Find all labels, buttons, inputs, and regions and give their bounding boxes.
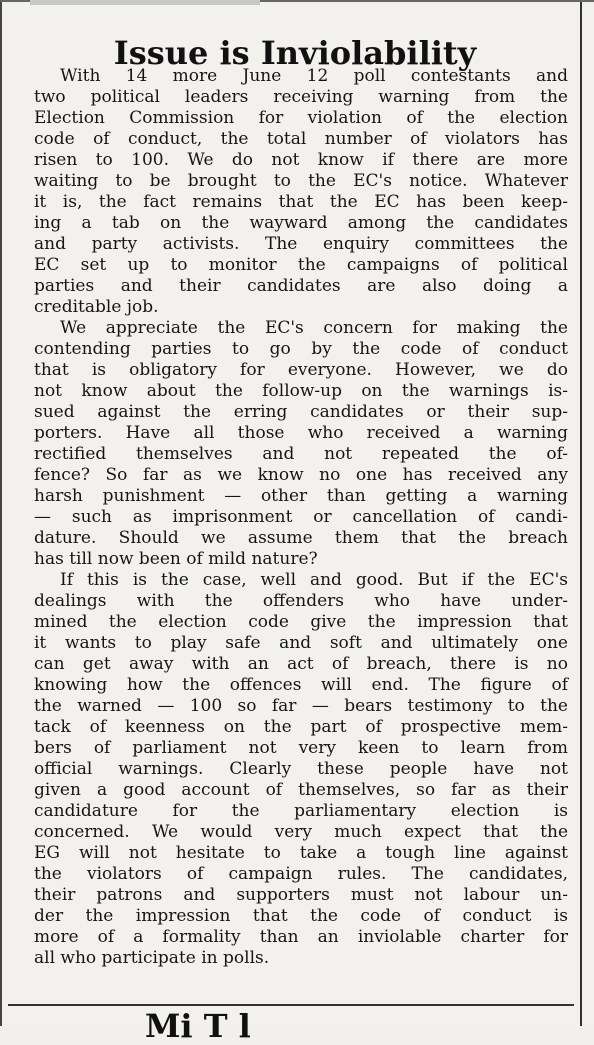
paragraph-3-line-13: concerned. We would very much expect that the [34,822,568,842]
paragraph-3-line-7: the warned — 100 so far — bears testimony to the [34,696,568,716]
paragraph-1-line-6: waiting to be brought to the EC's notice. Whatever [34,171,568,191]
paragraph-3-line-9: bers of parliament not very keen to learn from [34,738,568,758]
paragraph-3-line-8: tack of keenness on the part of prospective mem- [34,717,568,737]
paragraph-3-line-11: given a good account of themselves, so far as their [34,780,568,800]
paragraph-3-line-16: their patrons and supporters must not labour un- [34,885,568,905]
paragraph-2-line-1: We appreciate the EC's concern for making the [60,318,568,338]
paragraph-3-line-6: knowing how the offences will end. The figure of [34,675,568,695]
paragraph-3-line-12: candidature for the parliamentary election is [34,801,568,821]
paragraph-1-line-9: and party activists. The enquiry committees the [34,234,568,254]
right-border [580,0,582,1026]
paragraph-2-line-6: porters. Have all those who received a warning [34,423,568,443]
paragraph-3-line-1: If this is the case, well and good. But if the EC's [60,570,568,590]
paragraph-1-line-3: Election Commission for violation of the election [34,108,568,128]
paragraph-3-line-18: more of a formality than an inviolable charter for [34,927,568,947]
paragraph-1-line-1: With 14 more June 12 poll contestants and [60,66,568,86]
next-article-headline-fragment: Mi T l [145,1007,251,1045]
paragraph-3-line-15: the violators of campaign rules. The candidates, [34,864,568,884]
paragraph-1-line-2: two political leaders receiving warning from the [34,87,568,107]
paragraph-3-line-4: it wants to play safe and soft and ultimately one [34,633,568,653]
paragraph-3-line-14: EG will not hesitate to take a tough line against [34,843,568,863]
paragraph-2-line-10: — such as imprisonment or cancellation of candi- [34,507,568,527]
paragraph-2-line-5: sued against the erring candidates or their sup- [34,402,568,422]
paragraph-2-line-2: contending parties to go by the code of conduct [34,339,568,359]
top-clipping-remnant [30,0,260,5]
paragraph-1-line-12: creditable job. [34,297,159,317]
paragraph-3-line-5: can get away with an act of breach, there is no [34,654,568,674]
article-body [34,66,568,969]
paragraph-3-line-10: official warnings. Clearly these people have not [34,759,568,779]
paragraph-3-line-3: mined the election code give the impression that [34,612,568,632]
paragraph-2-line-11: dature. Should we assume them that the breach [34,528,568,548]
paragraph-3-line-17: der the impression that the code of conduct is [34,906,568,926]
paragraph-3-line-2: dealings with the offenders who have under- [34,591,568,611]
paragraph-2-line-4: not know about the follow-up on the warnings is- [34,381,568,401]
paragraph-1-line-5: risen to 100. We do not know if there are more [34,150,568,170]
paragraph-1-line-10: EC set up to monitor the campaigns of political [34,255,568,275]
paragraph-1 [34,66,568,318]
paragraph-1-line-7: it is, the fact remains that the EC has been keep- [34,192,568,212]
paragraph-1-line-4: code of conduct, the total number of violators has [34,129,568,149]
paragraph-3 [34,570,568,969]
paragraph-2-line-8: fence? So far as we know no one has received any [34,465,568,485]
paragraph-1-line-11: parties and their candidates are also doing a [34,276,568,296]
article-headline: Issue is Inviolability [113,34,477,73]
bottom-rule [8,1004,574,1006]
paragraph-1-line-8: ing a tab on the wayward among the candidates [34,213,568,233]
paragraph-2-line-12: has till now been of mild nature? [34,549,318,569]
paragraph-2-line-3: that is obligatory for everyone. However, we do [34,360,568,380]
paragraph-3-line-19: all who participate in polls. [34,948,270,968]
paragraph-2 [34,318,568,570]
left-border [0,0,2,1026]
paragraph-2-line-9: harsh punishment — other than getting a warning [34,486,568,506]
paragraph-2-line-7: rectified themselves and not repeated the of- [34,444,568,464]
